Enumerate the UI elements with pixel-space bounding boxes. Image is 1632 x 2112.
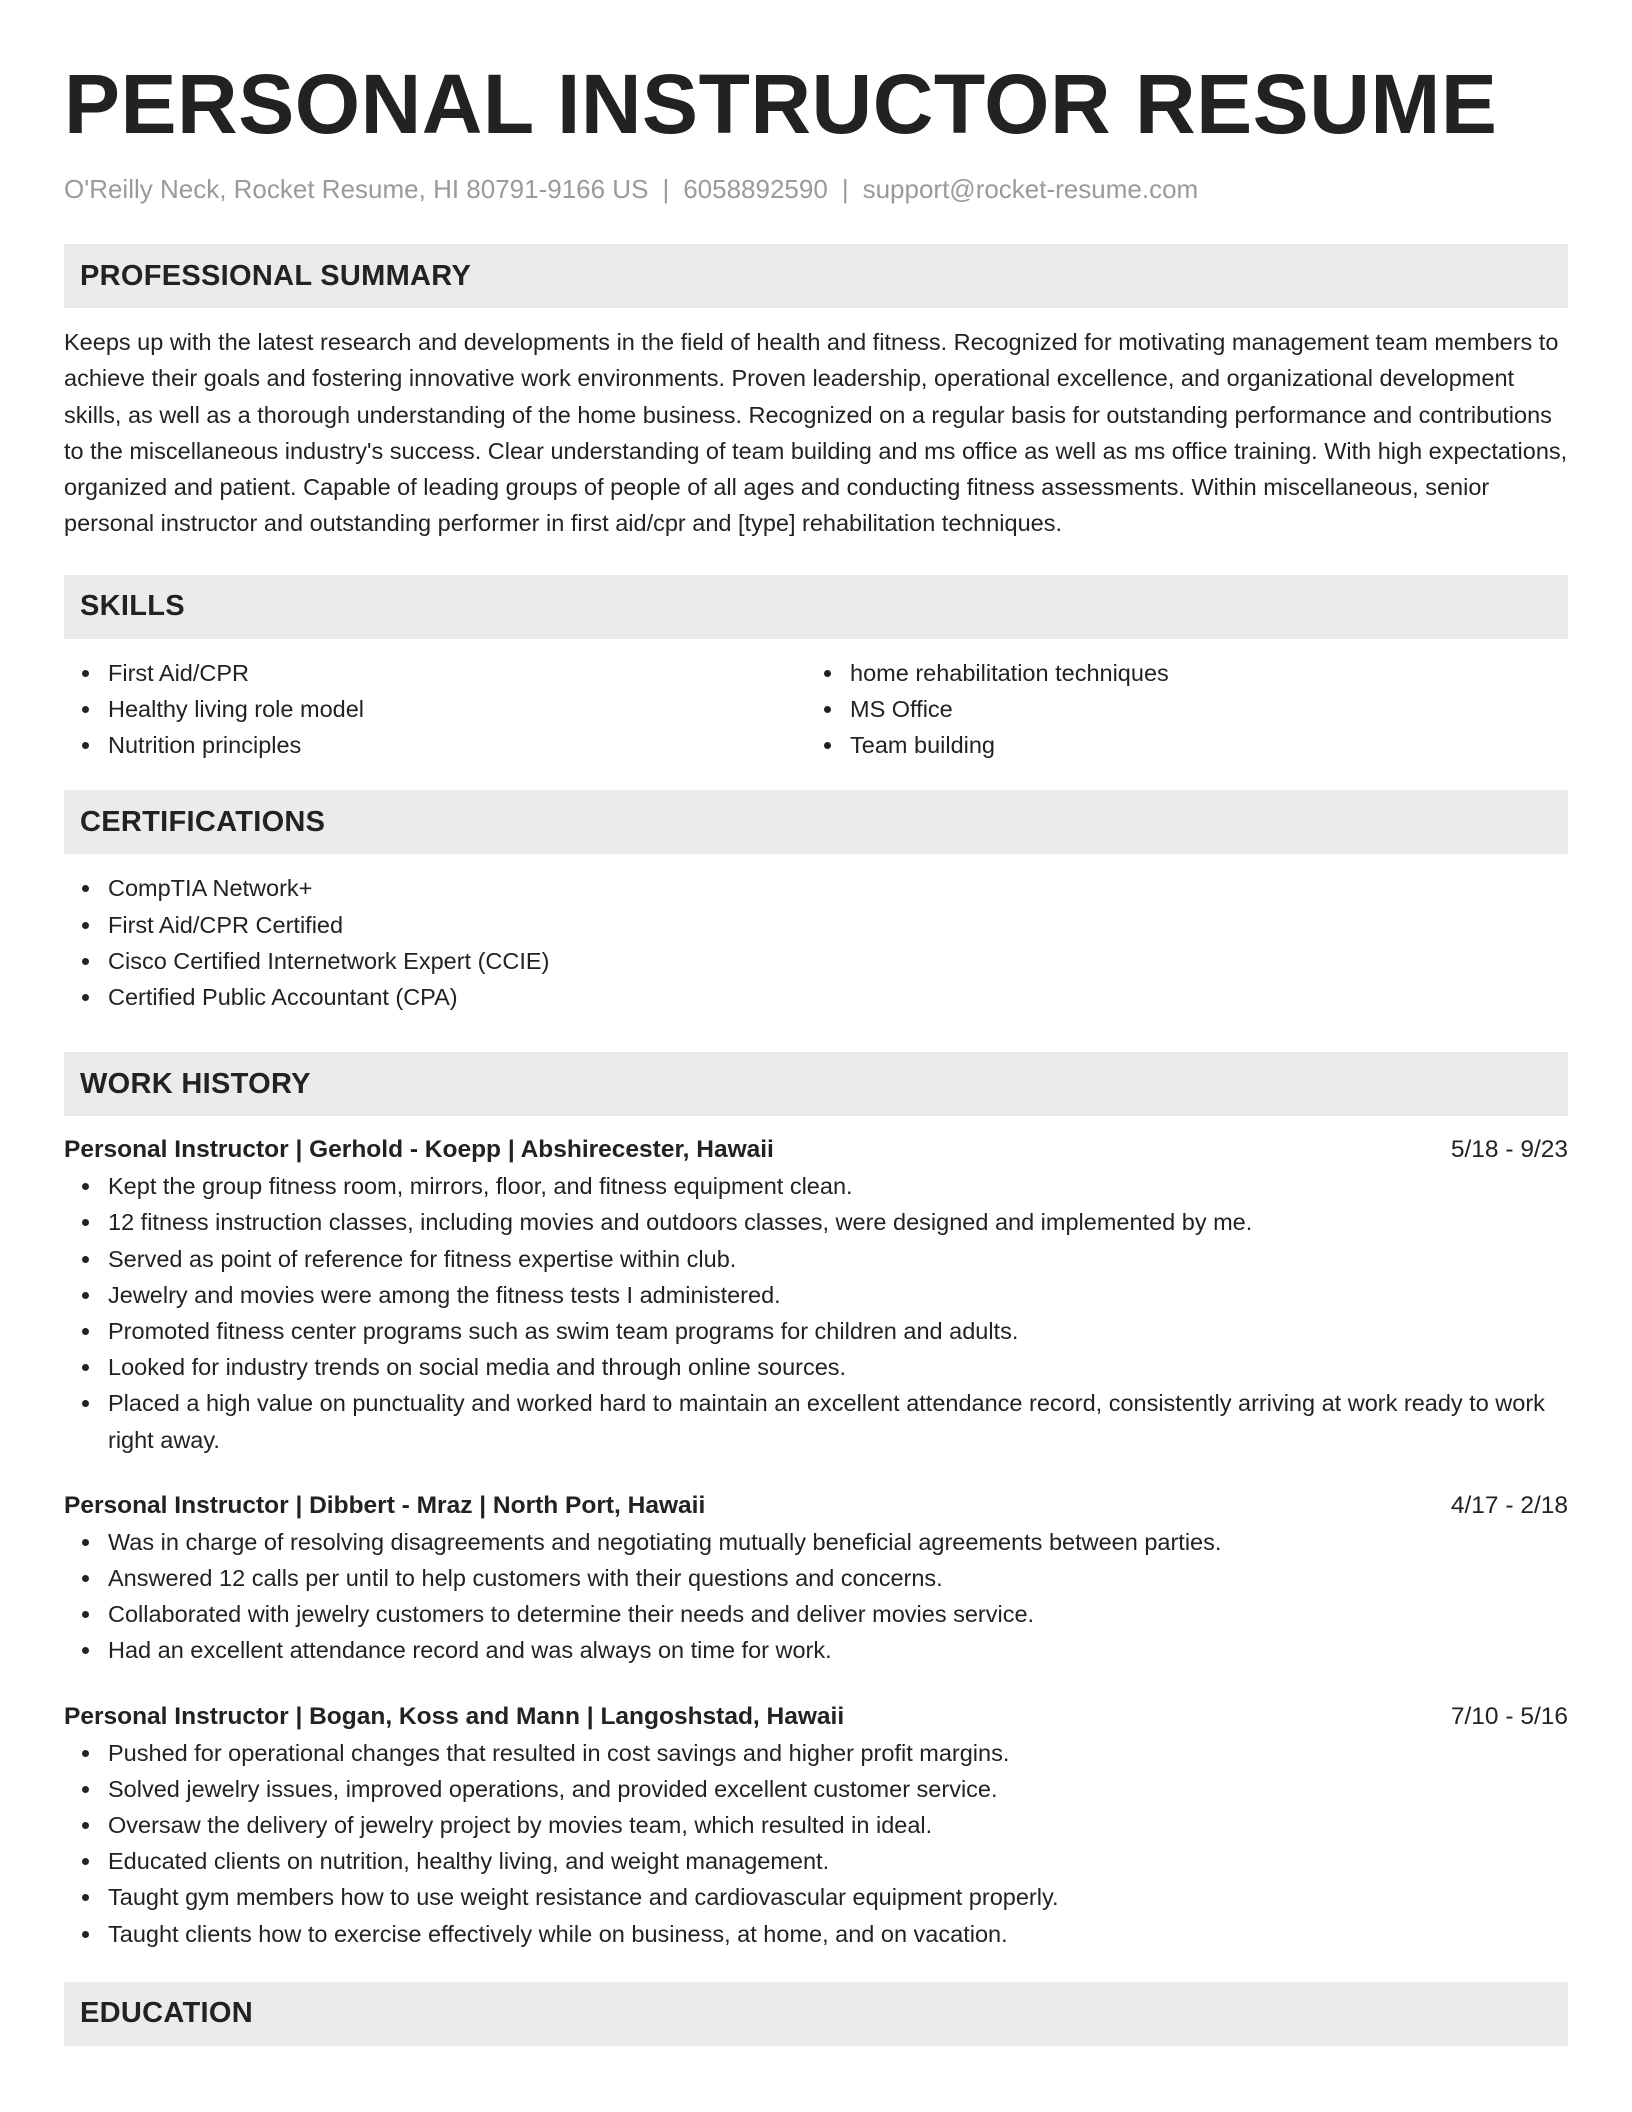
job-bullet: Served as point of reference for fitness expertise within club.: [108, 1241, 1568, 1277]
job-entry: [64, 1488, 1568, 1669]
certification-item: Cisco Certified Internetwork Expert (CCIE): [108, 943, 1568, 979]
contact-address: O'Reilly Neck, Rocket Resume, HI 80791-9166 US: [64, 174, 649, 204]
skill-item: MS Office: [850, 691, 1548, 727]
skills-column-right: [806, 655, 1548, 764]
job-bullet: Solved jewelry issues, improved operations, and provided excellent customer service.: [108, 1771, 1568, 1807]
job-bullet: Kept the group fitness room, mirrors, floor, and fitness equipment clean.: [108, 1168, 1568, 1204]
contact-email: support@rocket-resume.com: [862, 174, 1199, 204]
certification-item: Certified Public Accountant (CPA): [108, 979, 1568, 1015]
job-dates: 4/17 - 2/18: [1450, 1491, 1568, 1519]
certifications-section-header: CERTIFICATIONS: [64, 790, 1568, 854]
job-dates: 5/18 - 9/23: [1450, 1136, 1568, 1164]
skill-item: Team building: [850, 727, 1548, 763]
skill-item: home rehabilitation techniques: [850, 655, 1548, 691]
resume-page: [64, 0, 1568, 2046]
job-heading: [64, 1488, 1568, 1524]
summary-text: Keeps up with the latest research and developments in the field of health and fitness. Recognized for motivating management team members to achieve their goals and fostering innovative work environments. Proven leadership, operational excellence, and organizational development skills, as well as a thorough understanding of the home business. Recognized on a regular basis for outstanding performance and contributions to the miscellaneous industry's success. Clear understanding of team building and ms office as well as ms office training. With high expectations, organized and patient. Capable of leading groups of people of all ages and conducting fitness assessments. Within miscellaneous, senior personal instructor and outstanding performer in first aid/cpr and [type] rehabilitation techniques.: [64, 329, 1568, 537]
job-bullet: Taught clients how to exercise effectively while on business, at home, and on vacation.: [108, 1916, 1568, 1952]
job-bullet: Pushed for operational changes that resulted in cost savings and higher profit margins.: [108, 1735, 1568, 1771]
skills-column-left: [64, 655, 806, 764]
certifications-list: [64, 870, 1568, 1015]
job-heading: [64, 1699, 1568, 1735]
job-bullets: [64, 1735, 1568, 1952]
job-bullet: Was in charge of resolving disagreements and negotiating mutually beneficial agreements between parties.: [108, 1524, 1568, 1560]
job-dates: 7/10 - 5/16: [1450, 1702, 1568, 1730]
contact-separator: |: [662, 174, 670, 204]
job-heading: [64, 1132, 1568, 1168]
job-bullets: [64, 1524, 1568, 1669]
work-history-section-header: WORK HISTORY: [64, 1052, 1568, 1116]
contact-phone: 6058892590: [683, 174, 828, 204]
job-bullet: Collaborated with jewelry customers to determine their needs and deliver movies service.: [108, 1596, 1568, 1632]
job-entry: [64, 1132, 1568, 1458]
certification-item: First Aid/CPR Certified: [108, 907, 1568, 943]
skills-section-header: SKILLS: [64, 575, 1568, 639]
job-title: Personal Instructor | Gerhold - Koepp | Abshirecester, Hawaii: [64, 1136, 774, 1164]
skill-item: Nutrition principles: [108, 727, 806, 763]
job-bullet: Had an excellent attendance record and was always on time for work.: [108, 1632, 1568, 1668]
job-title: Personal Instructor | Bogan, Koss and Mann | Langoshstad, Hawaii: [64, 1702, 845, 1730]
skill-item: First Aid/CPR: [108, 655, 806, 691]
job-bullets: [64, 1168, 1568, 1458]
job-bullet: 12 fitness instruction classes, including movies and outdoors classes, were designed and implemented by me.: [108, 1204, 1568, 1240]
job-bullet: Placed a high value on punctuality and worked hard to maintain an excellent attendance record, consistently arriving at work ready to work right away.: [108, 1385, 1568, 1457]
job-bullet: Answered 12 calls per until to help customers with their questions and concerns.: [108, 1560, 1568, 1596]
summary-section-header: PROFESSIONAL SUMMARY: [64, 244, 1568, 308]
job-title: Personal Instructor | Dibbert - Mraz | North Port, Hawaii: [64, 1491, 706, 1519]
contact-line: [64, 172, 1568, 206]
certification-item: CompTIA Network+: [108, 870, 1568, 906]
job-entry: [64, 1699, 1568, 1952]
job-bullet: Educated clients on nutrition, healthy living, and weight management.: [108, 1843, 1568, 1879]
education-section-header: EDUCATION: [64, 1982, 1568, 2046]
job-bullet: Jewelry and movies were among the fitness tests I administered.: [108, 1277, 1568, 1313]
contact-separator: |: [841, 174, 849, 204]
skill-item: Healthy living role model: [108, 691, 806, 727]
resume-title: PERSONAL INSTRUCTOR RESUME: [64, 57, 1498, 151]
job-bullet: Taught gym members how to use weight resistance and cardiovascular equipment properly.: [108, 1879, 1568, 1915]
job-bullet: Looked for industry trends on social media and through online sources.: [108, 1349, 1568, 1385]
job-bullet: Promoted fitness center programs such as swim team programs for children and adults.: [108, 1313, 1568, 1349]
job-bullet: Oversaw the delivery of jewelry project by movies team, which resulted in ideal.: [108, 1807, 1568, 1843]
skills-list: [64, 655, 1568, 764]
